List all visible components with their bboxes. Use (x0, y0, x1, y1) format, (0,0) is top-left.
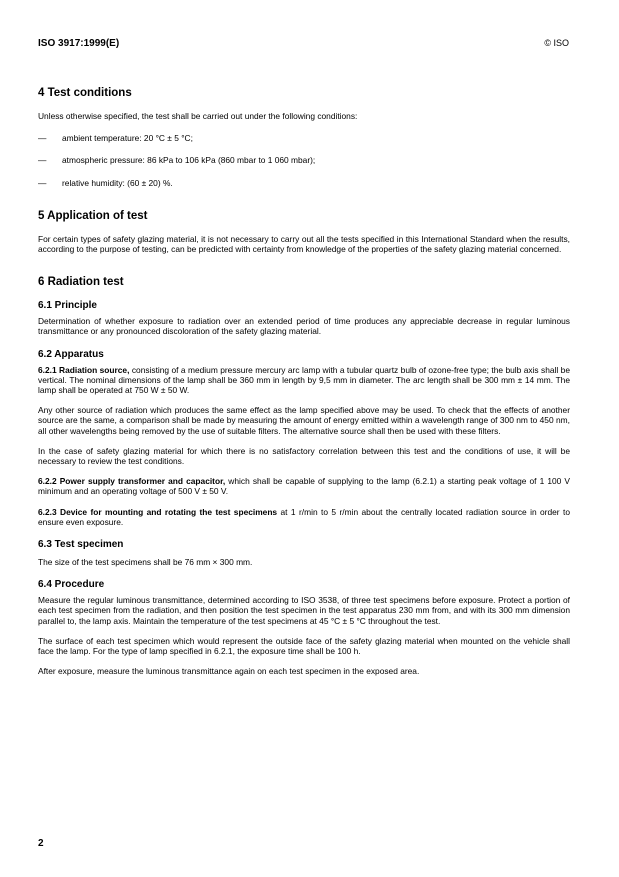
clause-6-2-3 (38, 507, 570, 527)
section-5-title: 5 Application of test (38, 209, 148, 222)
clause-6-2-2 (38, 476, 570, 496)
list-item-text: atmospheric pressure: 86 kPa to 106 kPa (860 mbar to 1 060 mbar); (62, 155, 316, 166)
clause-6-2-1-body: consisting of a medium pressure mercury arc lamp with a tubular quartz bulb of ozone-free type; the bulb axis shall be vertical. The nominal dimensions of the lamp shall be 360 mm in length by 9,5 mm in diameter. The arc length shall be 300 mm ± 14 mm. The lamp shall be operated at 750 W ± 50 W. (38, 364, 570, 396)
clause-6-2-2-body: which shall be capable of supplying to the lamp (6.2.1) a starting peak voltage of 1 100 V minimum and an operating voltage of 500 V ± 50 V. (38, 476, 570, 497)
list-item (38, 133, 570, 143)
list-item (38, 178, 570, 188)
page-number: 2 (38, 838, 44, 849)
list-dash: — (38, 155, 47, 166)
section-6-2-title: 6.2 Apparatus (38, 348, 104, 360)
document-id: ISO 3917:1999(E) (38, 38, 120, 49)
section-6-4-title: 6.4 Procedure (38, 579, 105, 591)
section-6-title: 6 Radiation test (38, 276, 124, 289)
clause-6-2-1-head: 6.2.1 Radiation source, (38, 364, 130, 375)
list-item-text: relative humidity: (60 ± 20) %. (62, 177, 173, 188)
list-item (38, 155, 570, 165)
list-dash: — (38, 133, 47, 144)
clause-6-2-3-body: at 1 r/min to 5 r/min about the centrally located radiation source in order to ensure even exposure. (38, 506, 570, 527)
section-6-1-title: 6.1 Principle (38, 300, 97, 312)
clause-6-2-3-head: 6.2.3 Device for mounting and rotating the test specimens (38, 506, 278, 517)
section-6-4-para-1: Measure the regular luminous transmittance, determined according to ISO 3538, of three test specimens before exposure. Protect a portion of each test specimen from the radiation, and then position the test specimen in the test apparatus 230 mm from, and with its 300 mm dimension parallel to, the lamp axis. Maintain the temperature of the test specimens at 45 °C ± 5 °C throughout the test. (38, 595, 570, 626)
copyright-mark: © ISO (544, 38, 569, 48)
clause-6-2-1-para-c: In the case of safety glazing material for which there is no satisfactory correlation between this test and the conditions of use, it will be necessary to review the test conditions. (38, 445, 570, 467)
section-5-para: For certain types of safety glazing material, it is not necessary to carry out all the tests specified in this International Standard when the results, according to the purpose of testing, can be predicted with certainty from knowledge of the properties of the safety glazing material concerned. (38, 233, 570, 255)
section-6-3-title: 6.3 Test specimen (38, 539, 124, 551)
clause-6-2-1 (38, 365, 570, 396)
list-item-text: ambient temperature: 20 °C ± 5 °C; (62, 133, 193, 144)
clause-6-2-2-head: 6.2.2 Power supply transformer and capacitor, (38, 476, 226, 487)
section-4-title: 4 Test conditions (38, 87, 132, 99)
section-6-1-para: Determination of whether exposure to radiation over an extended period of time produces any appreciable decrease in regular luminous transmittance or any pronounced discoloration of the safety glazing material. (38, 316, 570, 337)
section-4-intro: Unless otherwise specified, the test shall be carried out under the following conditions: (38, 111, 358, 121)
list-dash: — (38, 177, 47, 188)
section-6-4-para-2: The surface of each test specimen which would represent the outside face of the safety glazing material when mounted on the vehicle shall face the lamp. For the type of lamp specified in 6.2.1, the exposure time shall be 100 h. (38, 635, 570, 657)
section-6-4-para-3: After exposure, measure the luminous transmittance again on each test specimen in the exposed area. (38, 666, 420, 677)
section-6-3-para: The size of the test specimens shall be 76 mm × 300 mm. (38, 557, 253, 568)
clause-6-2-1-para-b: Any other source of radiation which produces the same effect as the lamp specified above may be used. To check that the effects of another source are the same, a comparison shall be made by measuring the amount of energy emitted within a wavelength range of 300 nm to 450 nm, all other wavelengths being removed by the use of suitable filters. The alternative source shall then be used with these filters. (38, 405, 570, 436)
page-content (38, 80, 570, 676)
